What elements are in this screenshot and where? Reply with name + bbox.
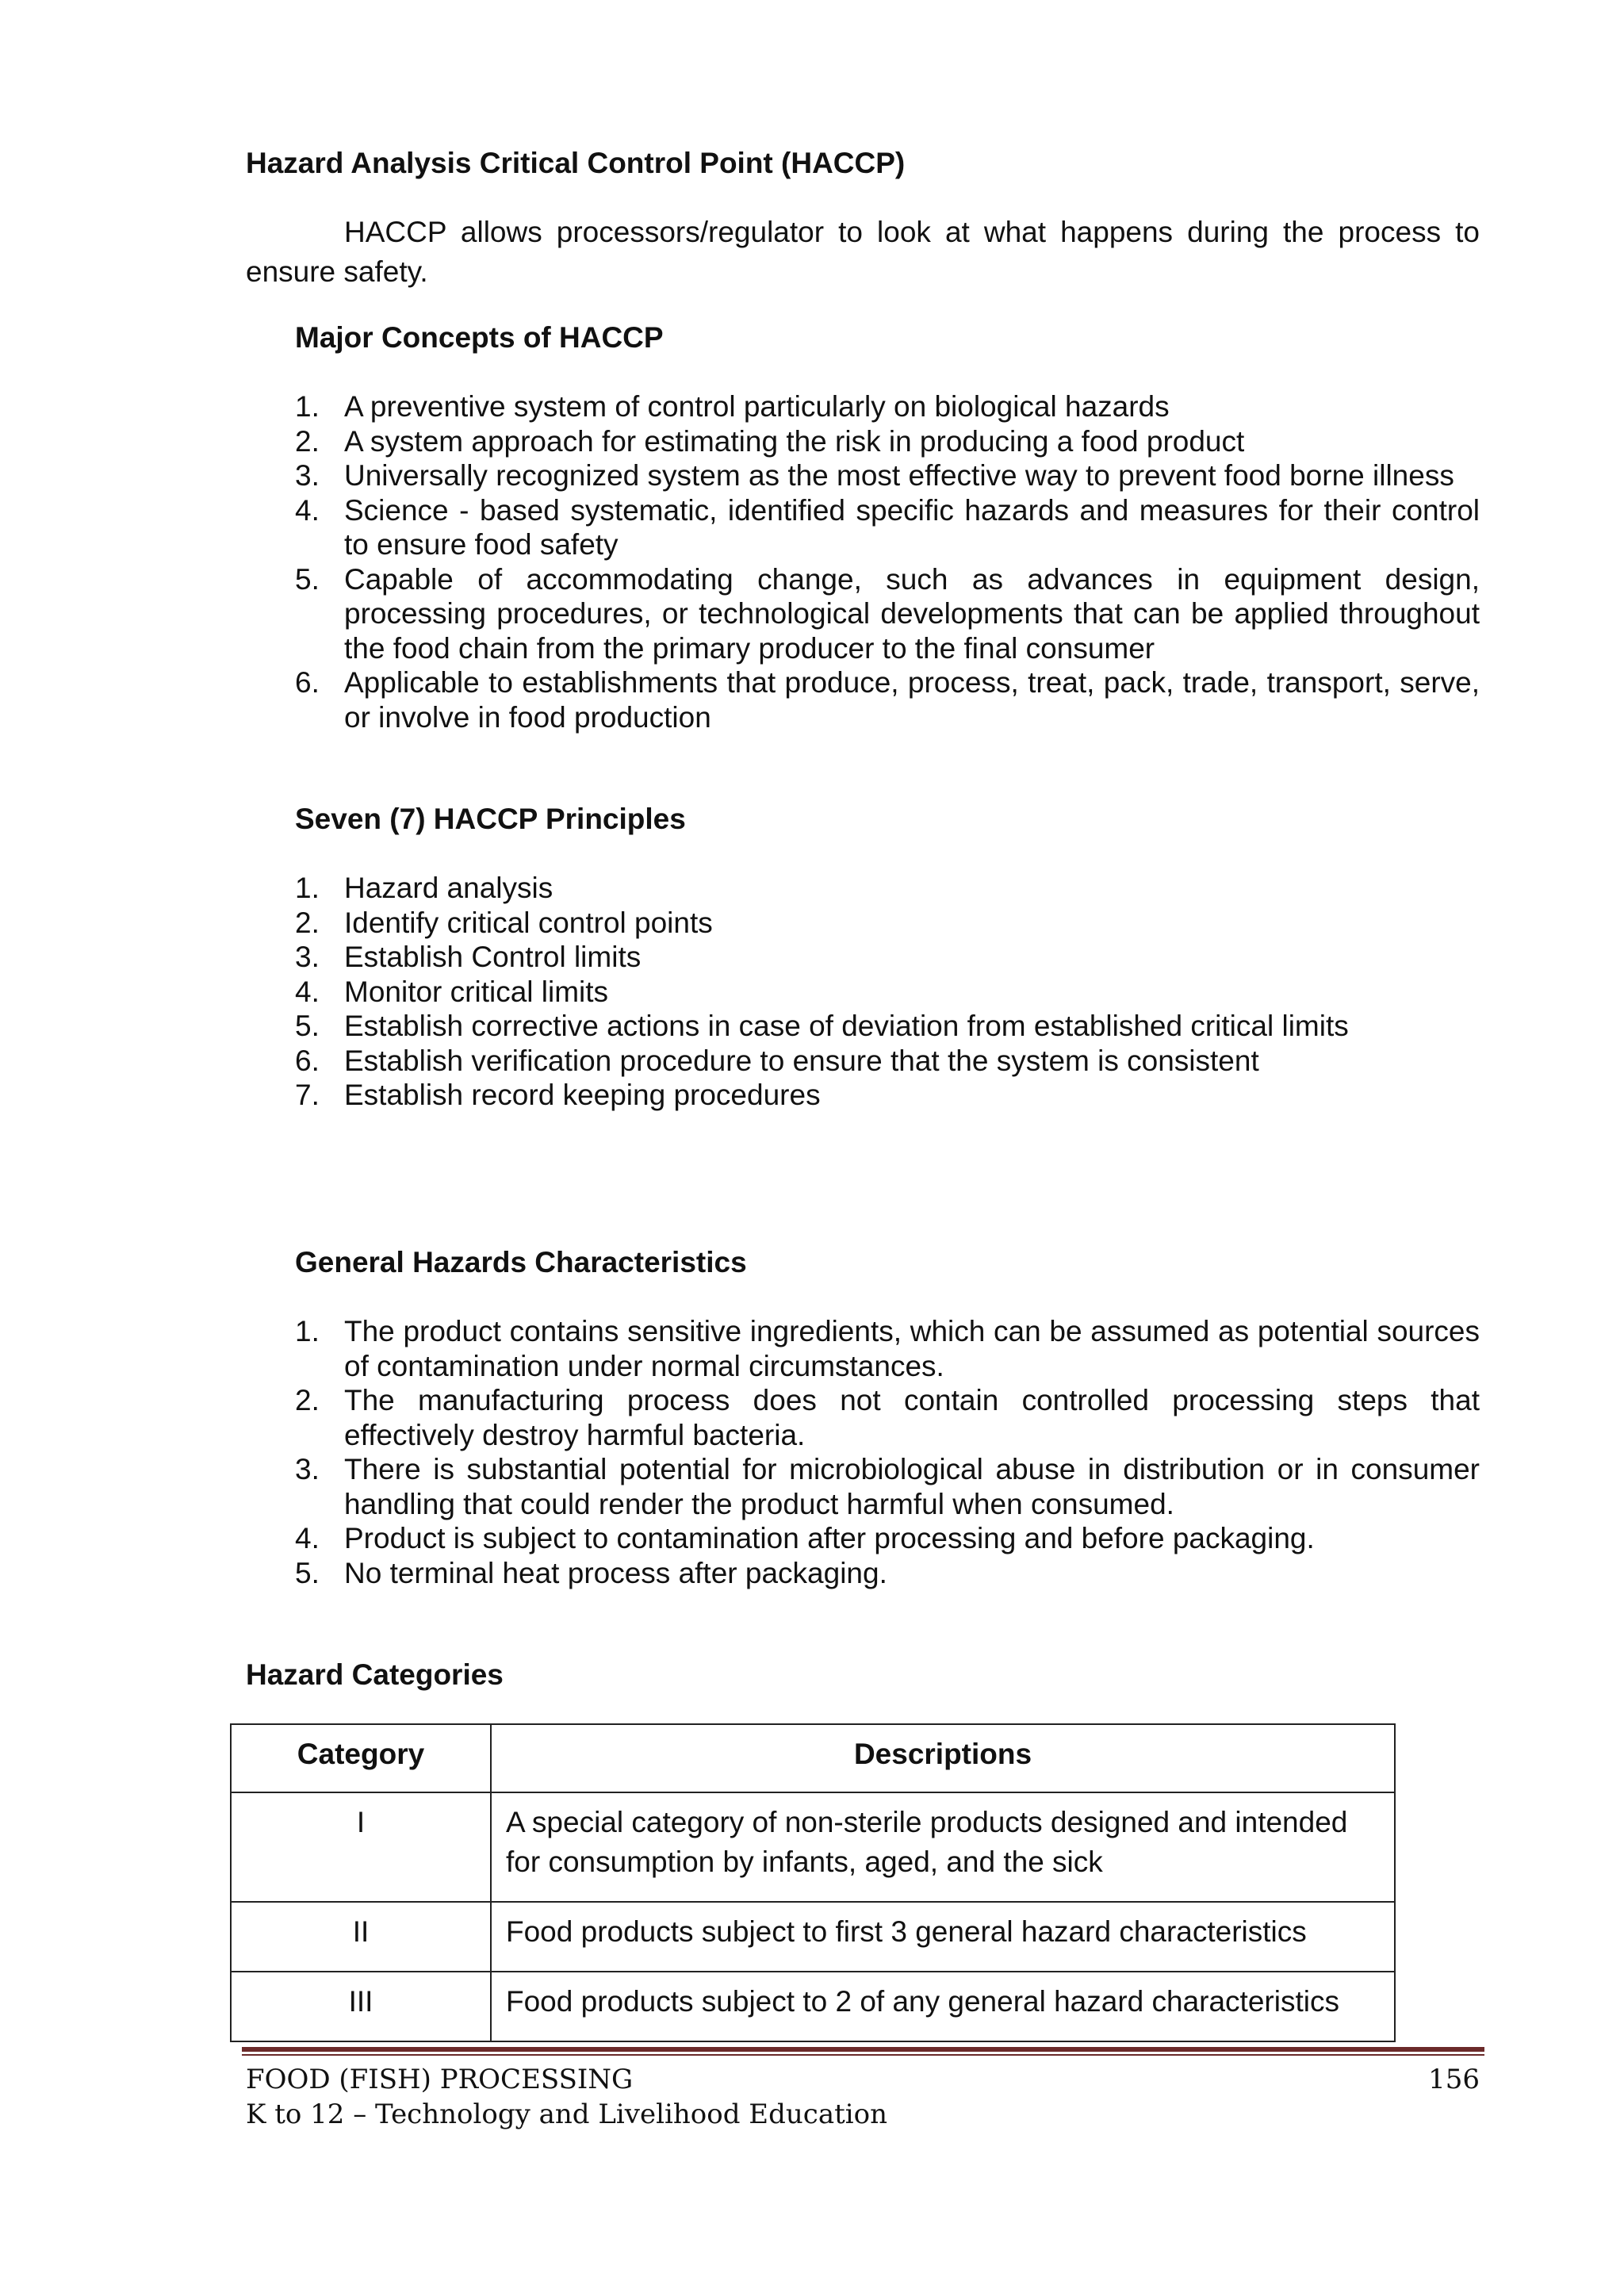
list-item [295, 940, 1480, 975]
footer-rule-thick [242, 2047, 1484, 2052]
list-number: 5. [295, 562, 320, 596]
list-item [295, 1452, 1480, 1521]
list-number: 1. [295, 390, 320, 423]
list-text: No terminal heat process after packaging. [344, 1556, 887, 1589]
list-text: Hazard analysis [344, 872, 553, 904]
general-hazards-list [295, 1314, 1480, 1590]
footer-rule-thin [242, 2054, 1484, 2056]
description-cell: Food products subject to first 3 general hazard characteristics [491, 1902, 1395, 1972]
list-text: A preventive system of control particularly on biological hazards [344, 390, 1170, 423]
list-item [295, 1383, 1480, 1452]
major-concepts-list [295, 389, 1480, 734]
list-text: Establish record keeping procedures [344, 1079, 821, 1111]
list-item [295, 1009, 1480, 1044]
list-number: 3. [295, 459, 320, 492]
list-number: 2. [295, 906, 320, 939]
footer-program-title: K to 12 – Technology and Livelihood Education [246, 2099, 887, 2130]
list-item [295, 1556, 1480, 1591]
footer-course-title: FOOD (FISH) PROCESSING [246, 2064, 634, 2095]
list-item [295, 1521, 1480, 1556]
list-number: 2. [295, 1384, 320, 1416]
list-number: 5. [295, 1010, 320, 1042]
column-header-descriptions: Descriptions [491, 1724, 1395, 1792]
list-item [295, 424, 1480, 459]
general-hazards-heading: General Hazards Characteristics [295, 1246, 747, 1278]
description-cell: A special category of non-sterile products designed and intended for consumption by infants, aged, and the sick [491, 1792, 1395, 1902]
category-cell: II [231, 1902, 491, 1972]
list-item [295, 906, 1480, 941]
list-item [295, 458, 1480, 493]
list-number: 7. [295, 1079, 320, 1111]
list-item [295, 975, 1480, 1010]
principles-heading: Seven (7) HACCP Principles [295, 803, 686, 835]
list-text: Science - based systematic, identified specific hazards and measures for their control to ensure food safety [344, 493, 1480, 561]
list-item [295, 665, 1480, 734]
list-number: 1. [295, 1315, 320, 1347]
list-number: 2. [295, 424, 320, 458]
hazard-categories-table [230, 1723, 1396, 2042]
table-header-row [231, 1724, 1395, 1792]
list-text: Monitor critical limits [344, 975, 609, 1008]
list-number: 4. [295, 975, 320, 1008]
list-text: The product contains sensitive ingredients, which can be assumed as potential sources of contamination under normal circumstances. [344, 1315, 1480, 1382]
list-item [295, 389, 1480, 424]
list-text: Establish corrective actions in case of deviation from established critical limits [344, 1010, 1349, 1042]
list-number: 3. [295, 1453, 320, 1485]
category-cell: I [231, 1792, 491, 1902]
major-concepts-heading: Major Concepts of HACCP [295, 321, 664, 354]
list-text: There is substantial potential for microbiological abuse in distribution or in consumer handling that could render the product harmful when consumed. [344, 1453, 1480, 1520]
list-item [295, 1044, 1480, 1079]
list-number: 6. [295, 1044, 320, 1077]
list-text: Universally recognized system as the most effective way to prevent food borne illness [344, 459, 1454, 492]
list-number: 4. [295, 1522, 320, 1554]
list-text: Product is subject to contamination after processing and before packaging. [344, 1522, 1315, 1554]
category-cell: III [231, 1972, 491, 2041]
list-text: The manufacturing process does not contain controlled processing steps that effectively destroy harmful bacteria. [344, 1384, 1480, 1451]
list-text: Identify critical control points [344, 906, 713, 939]
list-text: A system approach for estimating the risk in producing a food product [344, 424, 1245, 458]
table-row [231, 1792, 1395, 1902]
list-number: 5. [295, 1556, 320, 1589]
list-number: 3. [295, 941, 320, 973]
list-text: Applicable to establishments that produce, process, treat, pack, trade, transport, serve, or involve in food production [344, 666, 1480, 734]
list-text: Capable of accommodating change, such as advances in equipment design, processing procedures, or technological developments that can be applied throughout the food chain from the primary producer to the final consumer [344, 562, 1480, 665]
principles-list [295, 871, 1480, 1113]
table-row [231, 1902, 1395, 1972]
list-number: 1. [295, 872, 320, 904]
list-item [295, 562, 1480, 666]
hazard-categories-heading: Hazard Categories [246, 1658, 504, 1691]
list-item [295, 493, 1480, 562]
list-item [295, 871, 1480, 906]
list-item [295, 1078, 1480, 1113]
list-item [295, 1314, 1480, 1383]
list-text: Establish verification procedure to ensure that the system is consistent [344, 1044, 1259, 1077]
column-header-category: Category [231, 1724, 491, 1792]
list-number: 6. [295, 666, 320, 699]
intro-paragraph: HACCP allows processors/regulator to look at what happens during the process to ensure safety. [246, 216, 1480, 288]
description-cell: Food products subject to 2 of any general hazard characteristics [491, 1972, 1395, 2041]
page-title: Hazard Analysis Critical Control Point (HACCP) [246, 147, 906, 179]
page-number: 156 [1428, 2064, 1480, 2095]
table-row [231, 1972, 1395, 2041]
list-number: 4. [295, 493, 320, 527]
list-text: Establish Control limits [344, 941, 642, 973]
